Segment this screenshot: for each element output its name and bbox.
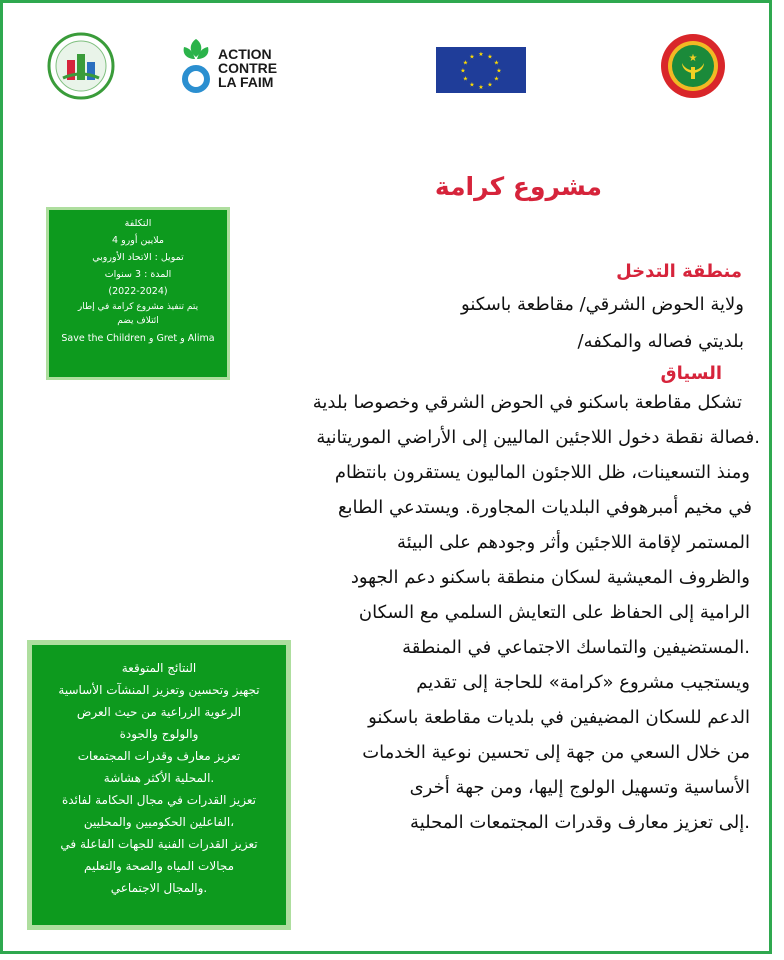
acf-wordmark xyxy=(218,47,277,89)
consortium-partners: Save the Children و Gret و Alima xyxy=(61,333,215,344)
results-line: تعزيز القدرات في مجال الحكامة لفائدة xyxy=(61,793,257,807)
cost-info-box xyxy=(46,207,230,380)
context-line: .إلى تعزيز معارف وقدرات المجتمعات المحلية xyxy=(410,812,750,833)
consortium-line-1: يتم تنفيذ مشروع كرامة في إطار xyxy=(77,302,199,312)
main-text xyxy=(250,258,760,840)
svg-text:★: ★ xyxy=(496,67,502,75)
results-line: تعزيز معارف وقدرات المجتمعات xyxy=(77,749,241,763)
context-line: ومنذ التسعينات، ظل اللاجئون الماليون يستقرون بانتظام xyxy=(334,462,750,483)
svg-text:★: ★ xyxy=(688,53,698,64)
intervention-line: ولاية الحوض الشرقي/ مقاطعة باسكنو xyxy=(461,294,744,315)
cost-amount: ملايين أورو 4 xyxy=(112,235,164,246)
results-line: مجالات المياه والصحة والتعليم xyxy=(83,859,235,873)
svg-text:★: ★ xyxy=(487,81,493,89)
project-duration: المدة : 3 سنوات xyxy=(104,269,172,280)
intervention-line: بلديتي فصاله والمكفه/ xyxy=(577,331,744,352)
project-years: (2022-2024) xyxy=(108,286,168,297)
context-heading: السياق xyxy=(660,363,722,384)
context-line: الأساسية وتسهيل الولوج إليها، ومن جهة أخرى xyxy=(409,777,750,798)
commune-logo xyxy=(47,32,115,100)
results-line: تعزيز القدرات الفنية للجهات الفاعلة في xyxy=(60,837,258,851)
svg-text:★: ★ xyxy=(487,53,493,61)
svg-text:★: ★ xyxy=(493,59,500,67)
context-line: في مخيم أمبرهوفي البلديات المجاورة. ويستدعي الطابع xyxy=(337,497,752,518)
results-line: .المحلية الأكثر هشاشة xyxy=(103,771,215,785)
eu-flag xyxy=(436,47,526,93)
context-line: تشكل مقاطعة باسكنو في الحوض الشرقي وخصوصا بلدية xyxy=(312,392,742,413)
context-line: .فصالة نقطة دخول اللاجئين الماليين إلى الأراضي الموريتانية xyxy=(316,427,760,448)
svg-text:★: ★ xyxy=(493,75,500,83)
context-line: الدعم للسكان المضيفين في بلديات مقاطعة باسكنو xyxy=(368,707,750,728)
acf-line-1: ACTION xyxy=(218,46,272,62)
intervention-heading: منطقة التدخل xyxy=(616,261,742,282)
svg-text:★: ★ xyxy=(462,59,469,67)
results-heading: النتائج المتوقعة xyxy=(121,661,197,675)
acf-line-2: CONTRE xyxy=(218,60,278,76)
cost-heading: التكلفة xyxy=(124,218,152,229)
results-line: ،الفاعلين الحكوميين والمحليين xyxy=(83,815,235,829)
context-line: الرامية إلى الحفاظ على التعايش السلمي مع السكان xyxy=(358,602,750,623)
action-contre-la-faim-logo xyxy=(180,35,290,97)
context-line: ويستجيب مشروع «كرامة» للحاجة إلى تقديم xyxy=(416,672,750,693)
mauritania-seal xyxy=(660,33,726,99)
results-line: تجهيز وتحسين وتعزيز المنشآت الأساسية xyxy=(58,683,260,697)
results-line: .والمجال الاجتماعي xyxy=(110,881,208,895)
svg-text:★: ★ xyxy=(462,75,469,83)
context-line: المستمر لإقامة اللاجئين وأثر وجودهم على البيئة xyxy=(397,532,750,553)
svg-text:★: ★ xyxy=(478,84,484,91)
results-line: والولوج والجودة xyxy=(119,727,199,741)
page-title: مشروع كرامة xyxy=(434,172,602,201)
svg-text:★: ★ xyxy=(478,51,484,58)
context-line: من خلال السعي من جهة إلى تحسين نوعية الخدمات xyxy=(362,742,750,763)
leaf-icon xyxy=(180,35,216,97)
svg-text:★: ★ xyxy=(469,81,475,89)
svg-text:★: ★ xyxy=(469,53,475,61)
acf-line-3: LA FAIM xyxy=(218,74,274,90)
context-line: والظروف المعيشية لسكان منطقة باسكنو دعم الجهود xyxy=(350,567,750,588)
results-line: الرعوية الزراعية من حيث العرض xyxy=(76,705,242,719)
context-line: .المستضيفين والتماسك الاجتماعي في المنطقة xyxy=(402,637,750,658)
funding-source: تمويل : الاتحاد الأوروبي xyxy=(92,252,184,263)
svg-text:★: ★ xyxy=(460,67,466,75)
consortium-line-2: ائتلاف يضم xyxy=(117,316,159,326)
